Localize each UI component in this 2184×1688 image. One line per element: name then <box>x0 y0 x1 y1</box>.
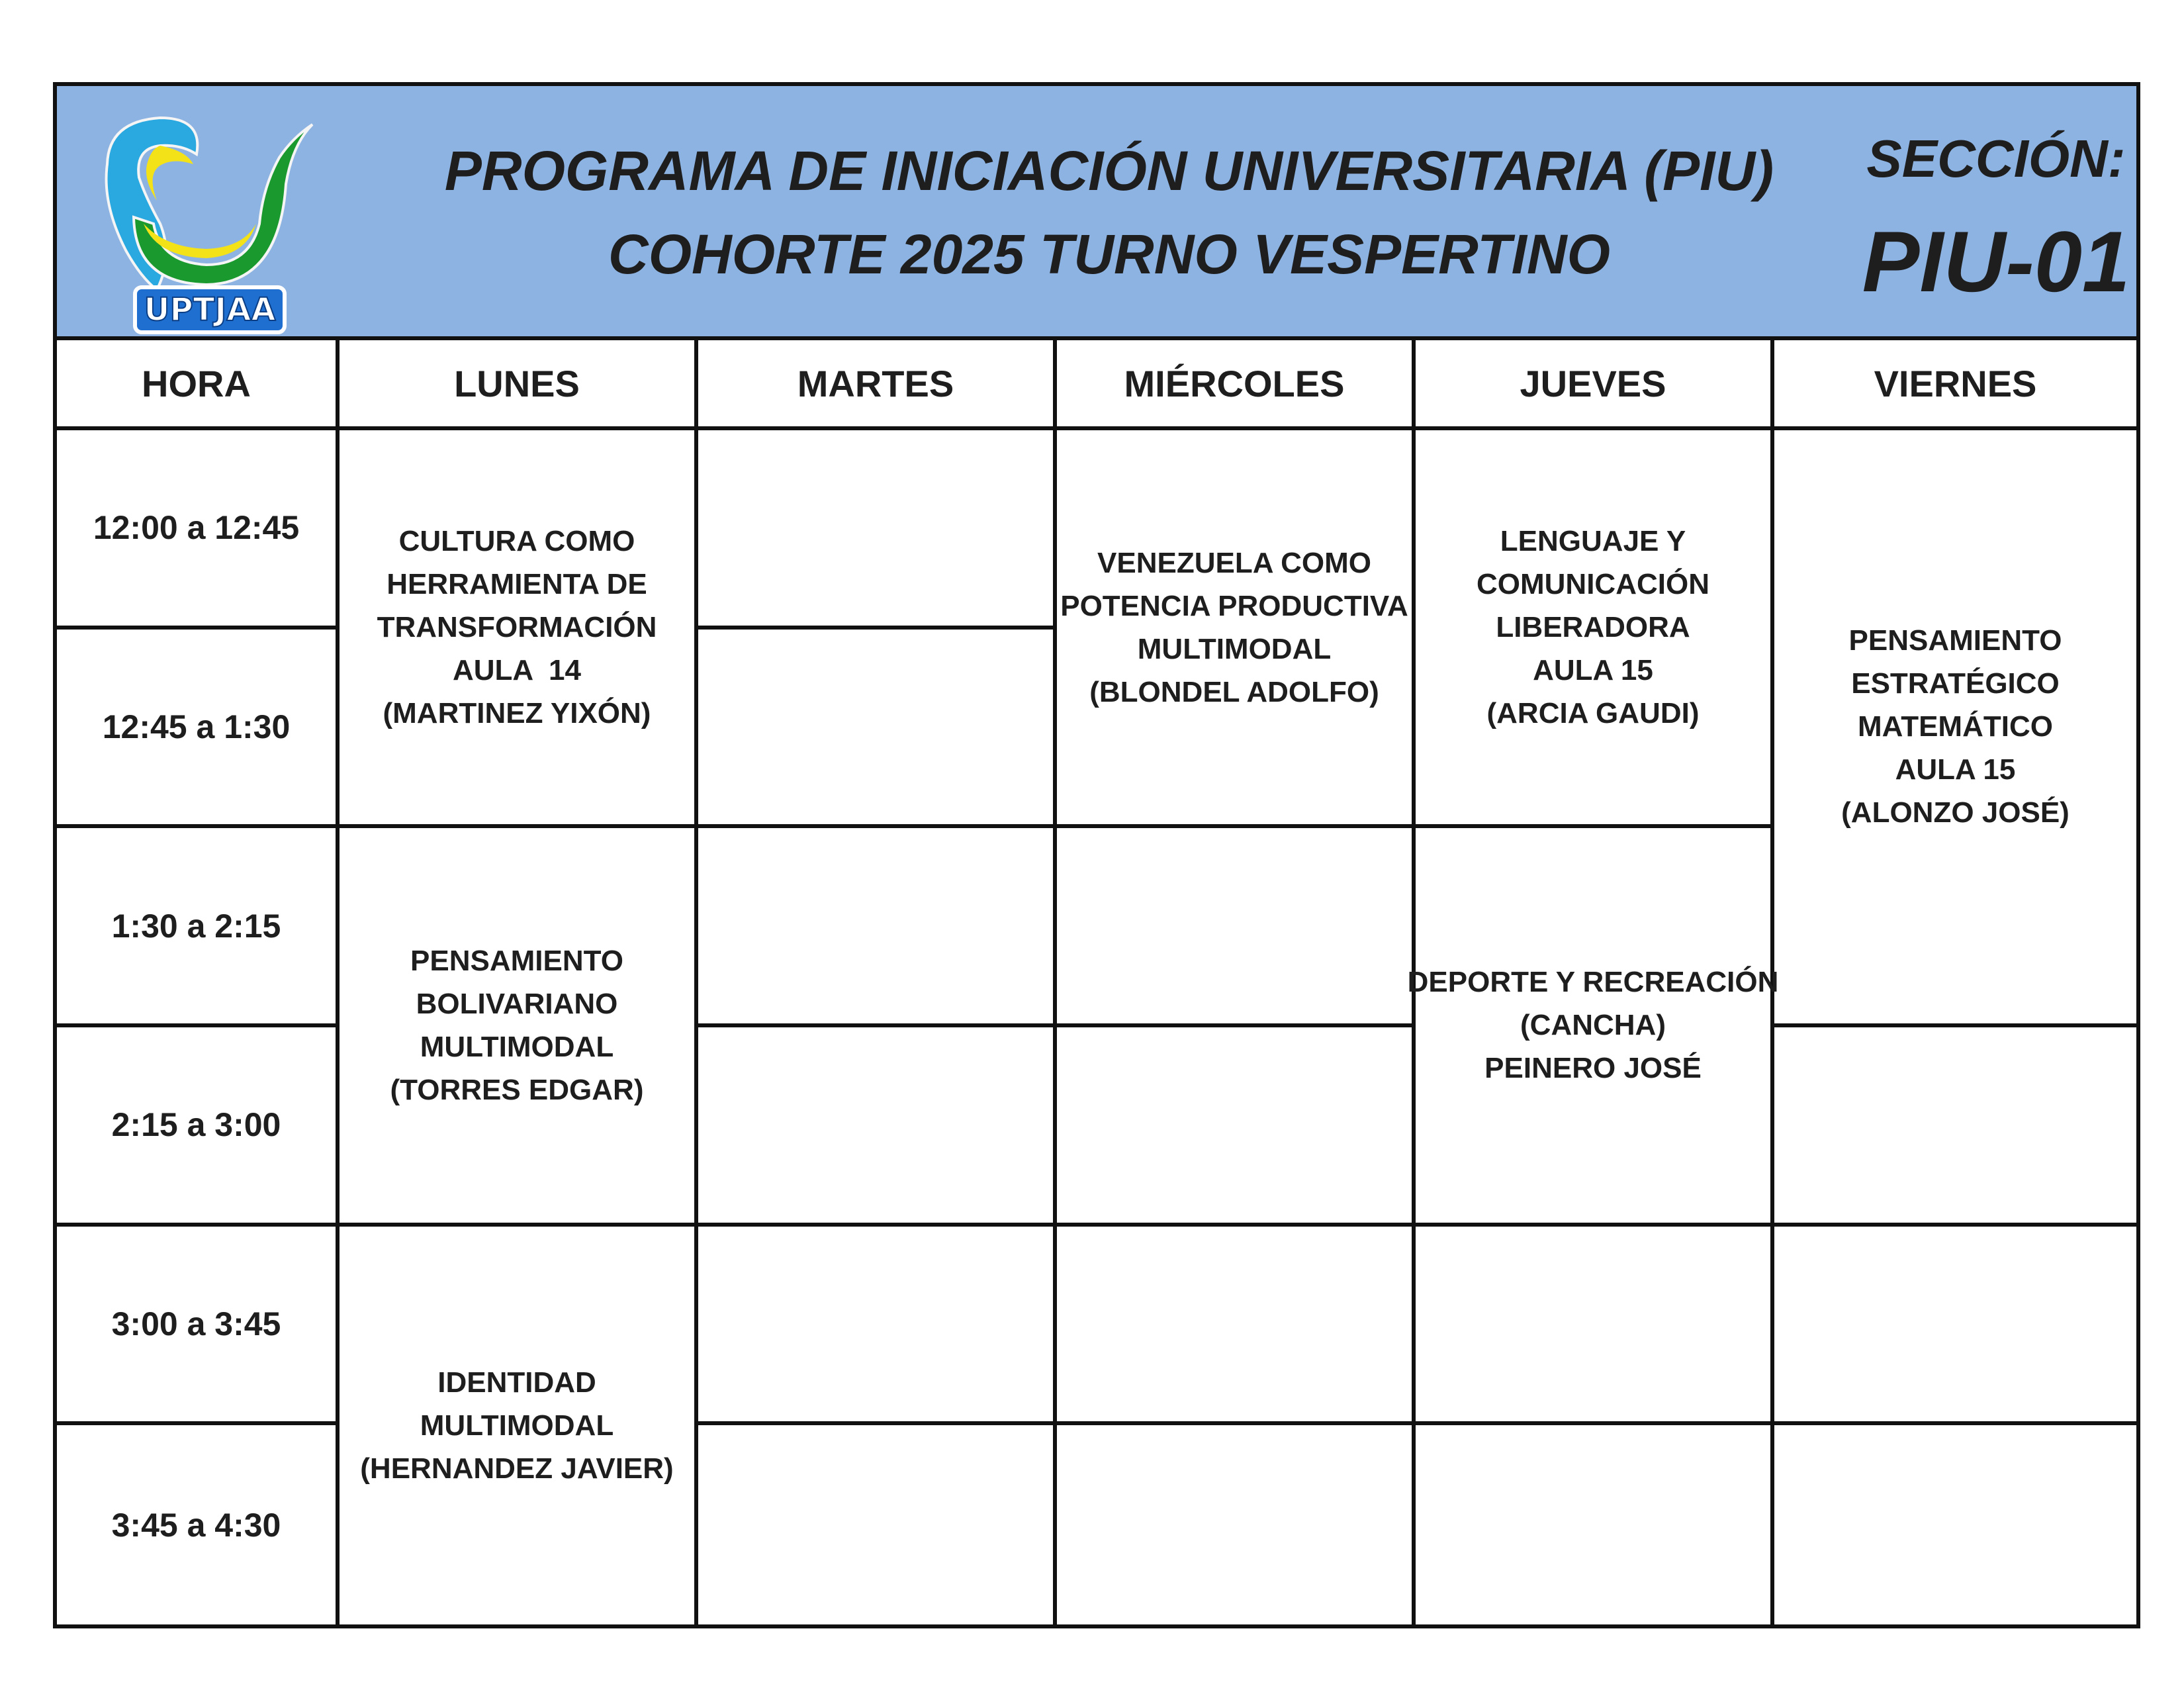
column-header-miercoles: MIÉRCOLES <box>1057 340 1416 430</box>
column-header-martes: MARTES <box>698 340 1057 430</box>
empty-slot <box>698 1227 1057 1426</box>
empty-slot <box>698 630 1057 829</box>
column-header-lunes: LUNES <box>340 340 698 430</box>
empty-slot <box>1416 1425 1774 1624</box>
empty-slot <box>1416 1227 1774 1426</box>
empty-slot <box>698 828 1057 1027</box>
empty-slot <box>1057 1227 1416 1426</box>
empty-slot <box>1774 1027 2136 1227</box>
time-slot: 3:00 a 3:45 <box>57 1227 340 1426</box>
empty-slot <box>1774 1425 2136 1624</box>
schedule-header <box>57 86 2136 340</box>
schedule-sheet <box>53 82 2140 1628</box>
class-lenguaje-comunicacion: LENGUAJE Y COMUNICACIÓN LIBERADORA AULA 15 (ARCIA GAUDI) <box>1416 430 1774 828</box>
empty-slot <box>698 1425 1057 1624</box>
time-slot: 2:15 a 3:00 <box>57 1027 340 1227</box>
cohort-title: COHORTE 2025 TURNO VESPERTINO <box>608 223 1610 285</box>
time-slot: 1:30 a 2:15 <box>57 828 340 1027</box>
schedule-table <box>57 340 2136 1624</box>
program-title: PROGRAMA DE INICIACIÓN UNIVERSITARIA (PIU) <box>444 140 1774 202</box>
column-header-viernes: VIERNES <box>1774 340 2136 430</box>
empty-slot <box>698 1027 1057 1227</box>
empty-slot <box>698 430 1057 630</box>
empty-slot <box>1774 1227 2136 1426</box>
empty-slot <box>1057 1027 1416 1227</box>
section-code: PIU-01 <box>1862 213 2130 310</box>
class-identidad: IDENTIDAD MULTIMODAL (HERNANDEZ JAVIER) <box>340 1227 698 1624</box>
class-venezuela-potencia: VENEZUELA COMO POTENCIA PRODUCTIVA MULTIMODAL (BLONDEL ADOLFO) <box>1057 430 1416 828</box>
time-slot: 3:45 a 4:30 <box>57 1425 340 1624</box>
class-cultura-herramienta: CULTURA COMO HERRAMIENTA DE TRANSFORMACIÓN AULA 14 (MARTINEZ YIXÓN) <box>340 430 698 828</box>
column-header-jueves: JUEVES <box>1416 340 1774 430</box>
empty-slot <box>1057 1425 1416 1624</box>
logo-text: UPTJAA <box>144 291 276 328</box>
class-pensamiento-bolivariano: PENSAMIENTO BOLIVARIANO MULTIMODAL (TORRES EDGAR) <box>340 828 698 1226</box>
class-pensamiento-estrategico: PENSAMIENTO ESTRATÉGICO MATEMÁTICO AULA 15 (ALONZO JOSÉ) <box>1774 430 2136 1027</box>
time-slot: 12:00 a 12:45 <box>57 430 340 630</box>
time-slot: 12:45 a 1:30 <box>57 630 340 829</box>
section-label: SECCIÓN: <box>1866 129 2126 188</box>
column-header-hora: HORA <box>57 340 340 430</box>
uptjaa-logo <box>94 91 319 336</box>
class-deporte-recreacion: DEPORTE Y RECREACIÓN (CANCHA) PEINERO JOSÉ <box>1416 828 1774 1226</box>
empty-slot <box>1057 828 1416 1027</box>
